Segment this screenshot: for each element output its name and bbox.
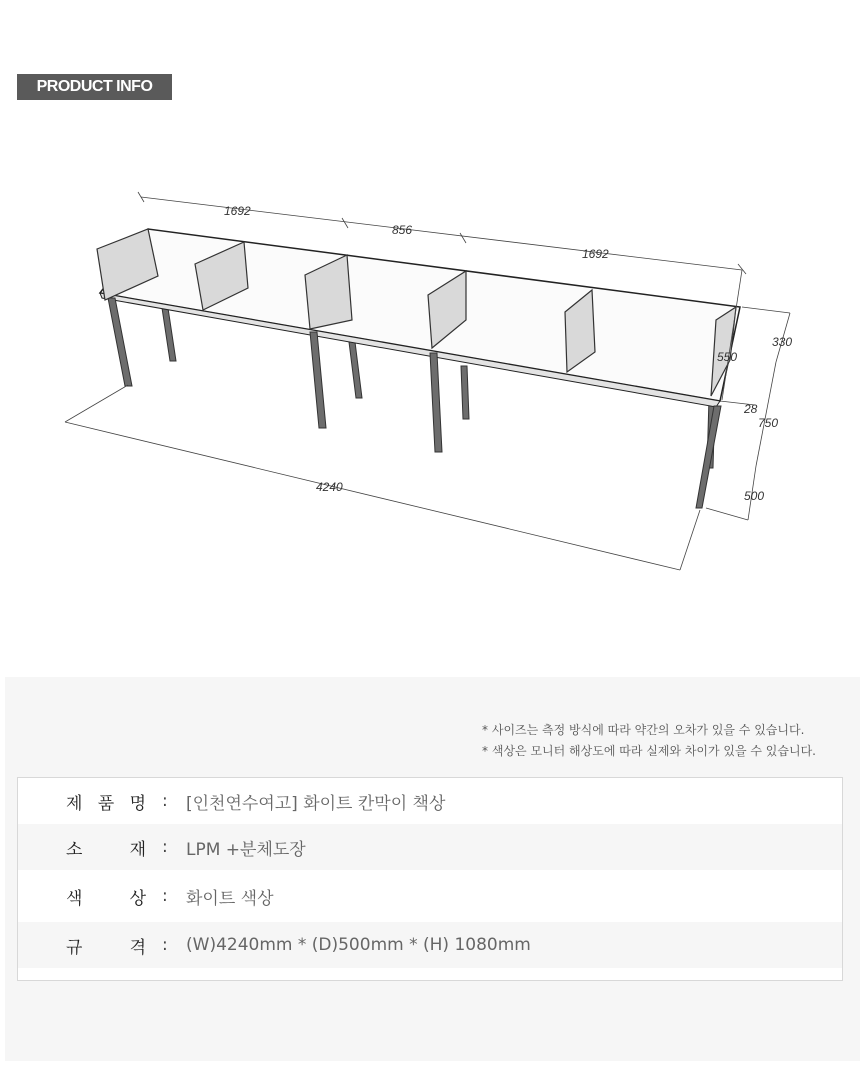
desk-leg	[461, 366, 469, 419]
desk-leg	[349, 342, 362, 398]
spec-colon: :	[162, 837, 168, 857]
spec-row-name	[18, 778, 842, 824]
product-info-badge: PRODUCT INFO	[17, 74, 172, 100]
spec-table	[17, 777, 843, 981]
dim-height: 750	[758, 416, 779, 430]
note-size: * 사이즈는 측정 방식에 따라 약간의 오차가 있을 수 있습니다.	[482, 723, 805, 737]
desk-leg	[162, 308, 176, 361]
desk-leg	[310, 332, 326, 428]
note-color: * 색상은 모니터 해상도에 따라 실제와 차이가 있을 수 있습니다.	[482, 744, 816, 758]
desk-leg	[430, 353, 442, 452]
dim-width-2: 856	[392, 223, 413, 237]
dim-width-1: 1692	[224, 204, 251, 218]
spec-label: 색 상	[66, 888, 146, 909]
spec-value-material: LPM +분체도장	[186, 839, 306, 860]
spec-row-size	[18, 922, 842, 968]
dim-length: 4240	[316, 480, 343, 494]
desk-technical-drawing	[0, 130, 860, 600]
spec-label: 제 품 명	[66, 793, 146, 814]
spec-row-color	[18, 870, 842, 922]
spec-value-size: (W)4240mm * (D)500mm * (H) 1080mm	[186, 935, 531, 955]
spec-value-color: 화이트 색상	[186, 888, 274, 909]
spec-colon: :	[162, 935, 168, 955]
dim-depth-total: 330	[772, 335, 793, 349]
desk-leg	[108, 298, 132, 386]
spec-row-material	[18, 824, 842, 870]
spec-label: 소 재	[66, 839, 146, 860]
spec-label: 규 격	[66, 937, 146, 958]
spec-colon: :	[162, 791, 168, 811]
spec-value-name: [인천연수여고] 화이트 칸막이 책상	[186, 793, 446, 814]
dim-bottom: 500	[744, 489, 765, 503]
spec-colon: :	[162, 886, 168, 906]
dim-width-3: 1692	[582, 247, 609, 261]
notes	[482, 720, 816, 762]
dim-inner: 550	[717, 350, 738, 364]
dim-top: 28	[744, 402, 758, 416]
